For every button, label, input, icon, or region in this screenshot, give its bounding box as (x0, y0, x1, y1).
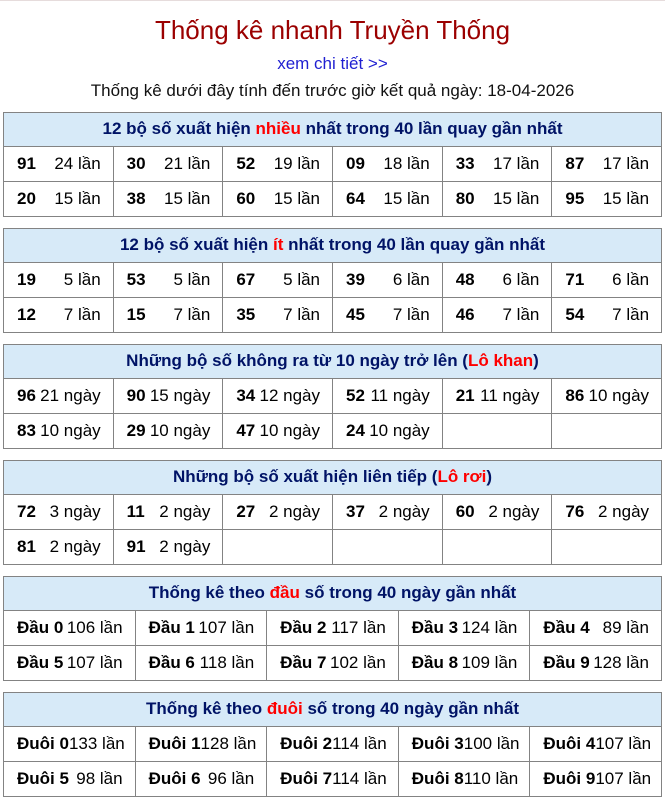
cell-number: 95 (565, 189, 585, 208)
cell-count: 15 lần (493, 189, 540, 208)
stat-cell (222, 263, 332, 297)
cell-count: 6 lần (392, 270, 430, 289)
cell-number: Đầu 0 (17, 618, 64, 637)
stat-cell (4, 182, 113, 216)
cell-number: 72 (17, 502, 36, 521)
stat-cell (442, 379, 552, 413)
cell-number: 83 (17, 421, 36, 440)
cell-count: 10 ngày (40, 421, 101, 440)
stat-cell (332, 147, 442, 181)
table-header (4, 113, 661, 147)
cell-number: Đuôi 4 (543, 734, 596, 753)
cell-count: 107 lần (595, 734, 652, 753)
cell-number: 38 (126, 189, 146, 208)
cell-number: 54 (565, 305, 585, 324)
stat-cell (4, 611, 135, 645)
cell-number: Đuôi 7 (280, 769, 333, 788)
stat-cell (398, 646, 530, 680)
cell-count: 12 ngày (259, 386, 321, 405)
stats-table-duoi-so (3, 692, 662, 797)
cell-number: 34 (236, 386, 256, 405)
page-container (0, 1, 665, 797)
stat-cell (113, 147, 223, 181)
cell-number: 80 (455, 189, 475, 208)
cell-number: 24 (346, 421, 365, 440)
stat-cell (135, 727, 267, 761)
cell-number: Đầu 4 (543, 618, 590, 637)
cell-count: 96 lần (207, 769, 255, 788)
cell-count: 117 lần (331, 618, 386, 637)
table-body (4, 379, 661, 448)
cell-count: 107 lần (198, 618, 255, 637)
table-row (4, 379, 661, 413)
stats-table-dau-so (3, 576, 662, 681)
cell-number: 15 (126, 305, 146, 324)
table-header-keyword: nhiều (255, 119, 301, 138)
stat-cell (113, 298, 223, 332)
cell-count: 10 ngày (588, 386, 650, 405)
stat-cell (222, 495, 332, 529)
stat-cell (332, 414, 442, 448)
cell-count: 107 lần (66, 653, 123, 672)
cell-number: 21 (455, 386, 475, 405)
stat-cell (529, 762, 661, 796)
cell-count: 102 lần (330, 653, 386, 672)
stat-cell (4, 762, 135, 796)
cell-number: Đuôi 5 (17, 769, 69, 788)
cell-count: 15 lần (602, 189, 650, 208)
table-header-text: Những bộ số không ra từ 10 ngày trở lên ( (126, 351, 468, 370)
cell-count: 17 lần (493, 154, 540, 173)
table-body (4, 495, 661, 564)
stat-cell (332, 263, 442, 297)
cell-number: Đầu 2 (280, 618, 327, 637)
stat-cell (4, 147, 113, 181)
cell-count: 15 lần (383, 189, 430, 208)
cell-number: Đầu 6 (148, 653, 195, 672)
stat-cell (113, 414, 223, 448)
empty-cell (442, 414, 552, 448)
cell-count: 21 lần (164, 154, 211, 173)
cell-number: 91 (126, 537, 146, 556)
cell-number: 60 (236, 189, 256, 208)
stat-cell (529, 611, 661, 645)
cell-number: 86 (565, 386, 585, 405)
cell-count: 2 ngày (159, 537, 211, 556)
table-body (4, 263, 661, 332)
stat-cell (442, 263, 552, 297)
table-header-text: Thống kê theo (148, 583, 270, 602)
cell-count: 7 lần (612, 305, 650, 324)
table-header-text: số trong 40 ngày gần nhất (299, 583, 517, 602)
cell-count: 6 lần (612, 270, 650, 289)
cell-count: 19 lần (273, 154, 321, 173)
empty-cell (332, 530, 442, 564)
stat-cell (135, 611, 267, 645)
cell-count: 21 ngày (40, 386, 101, 405)
cell-count: 2 ngày (49, 537, 101, 556)
cell-count: 10 ngày (149, 421, 211, 440)
cell-count: 128 lần (593, 653, 649, 672)
cell-count: 114 lần (332, 769, 387, 788)
stat-cell (222, 147, 332, 181)
empty-cell (551, 530, 661, 564)
stat-cell (332, 495, 442, 529)
stat-cell (266, 611, 398, 645)
view-detail-link[interactable]: xem chi tiết >> (277, 54, 388, 73)
date-note: Thống kê dưới đây tính đến trước giờ kết quả ngày: 18-04-2026 (90, 81, 575, 100)
table-row (4, 181, 661, 216)
cell-count: 10 ngày (259, 421, 321, 440)
table-header (4, 345, 661, 379)
cell-number: Đầu 8 (411, 653, 459, 672)
cell-number: 27 (236, 502, 256, 521)
cell-count: 98 lần (76, 769, 123, 788)
stat-cell (266, 762, 398, 796)
table-header-text: nhất trong 40 lần quay gần nhất (283, 235, 546, 254)
stat-cell (113, 182, 223, 216)
cell-number: 64 (346, 189, 365, 208)
stats-table-lo-roi (3, 460, 662, 565)
cell-number: 96 (17, 386, 36, 405)
table-header (4, 693, 661, 727)
cell-count: 2 ngày (597, 502, 650, 521)
cell-count: 11 ngày (480, 386, 540, 405)
cell-count: 15 lần (164, 189, 211, 208)
cell-number: 81 (17, 537, 36, 556)
stat-cell (135, 646, 267, 680)
cell-count: 15 lần (273, 189, 321, 208)
cell-count: 128 lần (200, 734, 257, 753)
table-header (4, 229, 661, 263)
cell-count: 18 lần (383, 154, 430, 173)
cell-count: 133 lần (68, 734, 125, 753)
table-header-text: 12 bộ số xuất hiện (102, 119, 256, 138)
cell-count: 2 ngày (378, 502, 430, 521)
empty-cell (222, 530, 332, 564)
table-header-text: Những bộ số xuất hiện liên tiếp ( (172, 467, 438, 486)
stat-cell (113, 530, 223, 564)
cell-count: 118 lần (199, 653, 255, 672)
stat-cell (4, 414, 113, 448)
stat-cell (266, 727, 398, 761)
cell-number: 29 (126, 421, 146, 440)
cell-count: 7 lần (502, 305, 540, 324)
cell-number: 48 (455, 270, 475, 289)
stat-cell (135, 762, 267, 796)
stat-cell (4, 379, 113, 413)
cell-count: 7 lần (283, 305, 321, 324)
cell-number: Đầu 5 (17, 653, 64, 672)
stat-cell (551, 379, 661, 413)
cell-number: 33 (455, 154, 475, 173)
cell-number: 76 (565, 502, 585, 521)
table-header-keyword: đầu (269, 583, 300, 602)
cell-number: 53 (126, 270, 146, 289)
empty-cell (442, 530, 552, 564)
table-header (4, 461, 661, 495)
cell-number: 67 (236, 270, 256, 289)
stat-cell (398, 727, 530, 761)
cell-number: Đầu 9 (543, 653, 590, 672)
table-header-text: số trong 40 ngày gần nhất (302, 699, 520, 718)
cell-number: 52 (346, 386, 365, 405)
cell-count: 106 lần (66, 618, 123, 637)
table-header-keyword: đuôi (266, 699, 303, 718)
stat-cell (332, 379, 442, 413)
stat-cell (4, 727, 135, 761)
stat-cell (222, 414, 332, 448)
stat-cell (4, 646, 135, 680)
stat-cell (332, 298, 442, 332)
stat-cell (529, 646, 661, 680)
stat-cell (222, 298, 332, 332)
table-row (4, 529, 661, 564)
cell-count: 2 ngày (159, 502, 211, 521)
cell-count: 2 ngày (488, 502, 540, 521)
table-header (4, 577, 661, 611)
stats-table-least-frequent (3, 228, 662, 333)
cell-count: 2 ngày (268, 502, 321, 521)
cell-number: 91 (17, 154, 36, 173)
cell-number: 30 (126, 154, 146, 173)
cell-number: Đuôi 1 (148, 734, 201, 753)
table-row (4, 297, 661, 332)
table-header-keyword: Lô rơi (437, 467, 487, 486)
cell-number: 39 (346, 270, 365, 289)
cell-number: 90 (126, 386, 146, 405)
cell-count: 7 lần (392, 305, 430, 324)
cell-number: 09 (346, 154, 365, 173)
stat-cell (551, 298, 661, 332)
stat-cell (529, 727, 661, 761)
cell-count: 124 lần (461, 618, 518, 637)
table-row (4, 611, 661, 645)
stats-table-most-frequent (3, 112, 662, 217)
table-body (4, 611, 661, 680)
cell-count: 100 lần (463, 734, 520, 753)
stat-cell (398, 762, 530, 796)
table-row (4, 263, 661, 297)
cell-count: 5 lần (283, 270, 321, 289)
table-row (4, 727, 661, 761)
cell-count: 109 lần (461, 653, 518, 672)
cell-number: 12 (17, 305, 36, 324)
table-body (4, 147, 661, 216)
table-body (4, 727, 661, 796)
stat-cell (551, 182, 661, 216)
stat-cell (113, 263, 223, 297)
cell-number: Đuôi 2 (280, 734, 333, 753)
table-row (4, 495, 661, 529)
cell-count: 110 lần (463, 769, 519, 788)
cell-number: Đầu 3 (411, 618, 459, 637)
stat-cell (551, 147, 661, 181)
cell-number: 52 (236, 154, 256, 173)
stat-cell (4, 530, 113, 564)
stat-cell (113, 495, 223, 529)
cell-number: 87 (565, 154, 585, 173)
cell-number: 19 (17, 270, 36, 289)
cell-count: 3 ngày (49, 502, 101, 521)
cell-count: 15 ngày (149, 386, 211, 405)
cell-number: 45 (346, 305, 365, 324)
cell-number: 20 (17, 189, 36, 208)
stat-cell (398, 611, 530, 645)
cell-number: 35 (236, 305, 256, 324)
stat-cell (4, 298, 113, 332)
cell-number: Đuôi 8 (411, 769, 464, 788)
table-row (4, 645, 661, 680)
table-header-keyword: ít (273, 235, 284, 254)
table-row (4, 147, 661, 181)
stat-cell (222, 379, 332, 413)
cell-count: 10 ngày (369, 421, 430, 440)
cell-count: 89 lần (602, 618, 649, 637)
cell-number: 60 (455, 502, 475, 521)
cell-number: Đuôi 9 (543, 769, 596, 788)
cell-number: Đuôi 0 (17, 734, 69, 753)
stat-cell (442, 182, 552, 216)
stat-cell (442, 147, 552, 181)
cell-number: Đầu 7 (280, 653, 327, 672)
cell-count: 5 lần (173, 270, 211, 289)
stat-cell (266, 646, 398, 680)
stat-cell (551, 263, 661, 297)
cell-count: 24 lần (54, 154, 101, 173)
cell-number: 71 (565, 270, 585, 289)
stat-cell (442, 495, 552, 529)
cell-count: 107 lần (595, 769, 652, 788)
table-header-text: nhất trong 40 lần quay gần nhất (300, 119, 563, 138)
page-title: Thống kê nhanh Truyền Thống (154, 15, 511, 45)
cell-number: Đuôi 6 (148, 769, 201, 788)
table-row (4, 761, 661, 796)
stat-cell (4, 263, 113, 297)
stat-cell (442, 298, 552, 332)
cell-count: 114 lần (332, 734, 387, 753)
table-row (4, 413, 661, 448)
table-header-text: ) (533, 351, 539, 370)
table-header-text: 12 bộ số xuất hiện (119, 235, 273, 254)
cell-count: 6 lần (502, 270, 540, 289)
cell-number: 46 (455, 305, 475, 324)
stat-cell (4, 495, 113, 529)
empty-cell (551, 414, 661, 448)
cell-number: 11 (126, 502, 145, 521)
table-header-text: Thống kê theo (145, 699, 267, 718)
stat-cell (222, 182, 332, 216)
cell-count: 17 lần (602, 154, 650, 173)
table-header-text: ) (486, 467, 493, 486)
stat-cell (332, 182, 442, 216)
cell-count: 5 lần (63, 270, 101, 289)
cell-count: 7 lần (173, 305, 211, 324)
cell-number: Đầu 1 (148, 618, 195, 637)
cell-count: 11 ngày (370, 386, 430, 405)
cell-number: 47 (236, 421, 256, 440)
stat-cell (113, 379, 223, 413)
table-header-keyword: Lô khan (467, 351, 534, 370)
cell-number: 37 (346, 502, 365, 521)
stat-cell (551, 495, 661, 529)
cell-count: 7 lần (63, 305, 101, 324)
stats-table-lo-khan (3, 344, 662, 449)
cell-number: Đuôi 3 (411, 734, 464, 753)
cell-count: 15 lần (54, 189, 101, 208)
